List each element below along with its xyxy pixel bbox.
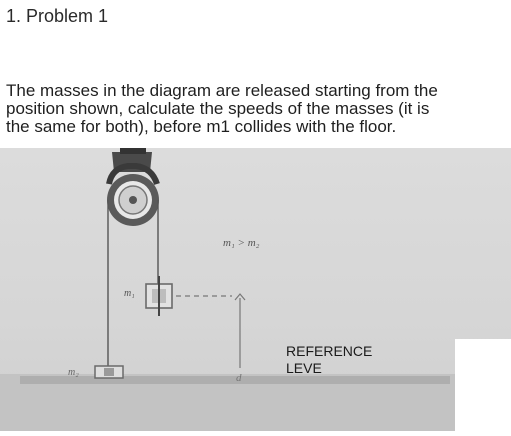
reference-line-2: LEVE	[286, 360, 322, 376]
floor-edge	[20, 376, 450, 384]
white-patch	[455, 339, 511, 431]
problem-line-1: The masses in the diagram are released starting from the	[6, 81, 438, 100]
reference-level-label	[286, 343, 372, 377]
reference-line-1: REFERENCE	[286, 343, 373, 359]
height-d-label: d	[236, 372, 242, 384]
mass-m1-label: m₁	[124, 288, 135, 299]
pulley-diagram-svg	[0, 148, 511, 431]
mass-m2-label: m₂	[68, 367, 79, 378]
problem-statement	[6, 82, 506, 136]
pulley-diagram-photo	[0, 148, 511, 431]
problem-heading: 1. Problem 1	[6, 6, 109, 26]
problem-line-3: the same for both), before m1 collides with the floor.	[6, 117, 397, 136]
mass-relation-label: m₁ > m₂	[223, 237, 260, 249]
problem-line-2: position shown, calculate the speeds of the masses (it is	[6, 99, 430, 118]
